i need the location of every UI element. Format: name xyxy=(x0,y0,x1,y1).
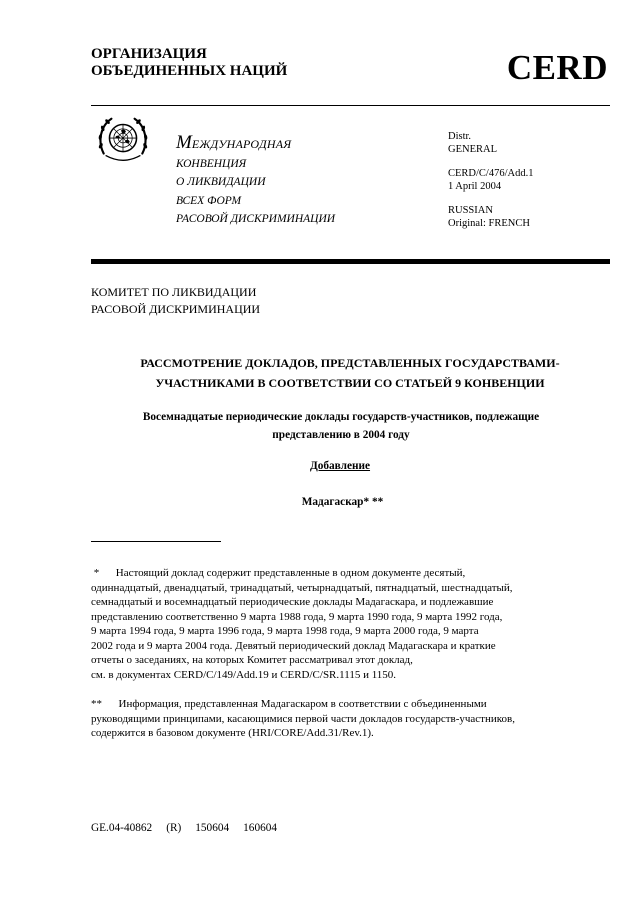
document-symbol: CERD/C/476/Add.1 xyxy=(448,168,534,179)
convention-title xyxy=(176,134,335,229)
committee-name xyxy=(91,284,260,318)
convention-line-5: РАСОВОЙ ДИСКРИМИНАЦИИ xyxy=(176,213,336,225)
un-emblem-icon xyxy=(94,111,152,169)
country-name: Мадагаскар* ** xyxy=(301,496,384,508)
original-language: Original: FRENCH xyxy=(448,217,530,229)
convention-line-2: КОНВЕНЦИЯ xyxy=(176,157,247,170)
footnote-line xyxy=(91,566,611,581)
footnote-2 xyxy=(91,697,611,741)
footnote-divider xyxy=(91,541,221,542)
footnote-line: см. в документах CERD/C/149/Add.19 и CERD/C/SR.1115 и 1150. xyxy=(91,668,397,681)
document-code: CERD xyxy=(506,48,608,87)
footnote-2-text: Информация, представленная Мадагаскаром в соответствии с объединенными xyxy=(118,698,487,710)
meta-spacer xyxy=(448,193,533,205)
document-language: RUSSIAN xyxy=(448,205,493,216)
org-line-1: ОРГАНИЗАЦИЯ xyxy=(91,46,207,62)
language-code: (R) xyxy=(166,822,182,834)
footnote-line: 9 марта 1994 года, 9 марта 1996 года, 9 марта 1998 года, 9 марта 2000 года, 9 марта xyxy=(91,625,479,637)
footnote-1-text: Настоящий доклад содержит представленные в одном документе десятый, xyxy=(115,567,466,579)
committee-line-2: РАСОВОЙ ДИСКРИМИНАЦИИ xyxy=(91,302,261,316)
footnote-line: одиннадцатый, двенадцатый, тринадцатый, четырнадцатый, пятнадцатый, шестнадцатый, xyxy=(91,581,513,594)
subtitle-line-1: Восемнадцатые периодические доклады государств-участников, подлежащие xyxy=(142,411,540,423)
convention-initial: М xyxy=(176,132,192,153)
footnote-line: семнадцатый и восемнадцатый периодические доклады Мадагаскара, и подлежавшие xyxy=(91,596,494,608)
footnote-1-marker: * xyxy=(93,567,100,579)
main-title xyxy=(60,353,640,393)
footnote-line: руководящими принципами, касающимися первой части докладов государств-участников, xyxy=(91,712,515,725)
organization-name xyxy=(91,46,287,80)
header-divider xyxy=(91,105,610,106)
addendum-heading xyxy=(0,460,640,472)
footnote-line: содержится в базовом документе (HRI/CORE/Add.31/Rev.1). xyxy=(91,727,374,739)
footer-date-2: 160604 xyxy=(243,822,278,834)
main-title-line-1: РАССМОТРЕНИЕ ДОКЛАДОВ, ПРЕДСТАВЛЕННЫХ ГОСУДАРСТВАМИ- xyxy=(140,356,560,370)
committee-line-1: КОМИТЕТ ПО ЛИКВИДАЦИИ xyxy=(91,285,257,299)
page-footer xyxy=(91,822,291,834)
distr-label: Distr. xyxy=(448,131,472,142)
subtitle xyxy=(91,408,591,444)
convention-line-3: О ЛИКВИДАЦИИ xyxy=(176,176,266,188)
footnote-line xyxy=(91,697,611,712)
footer-date-1: 150604 xyxy=(195,822,230,834)
main-title-line-2: УЧАСТНИКАМИ В СООТВЕТСТВИИ СО СТАТЬЕЙ 9 КОНВЕНЦИИ xyxy=(155,376,545,390)
footnote-line: отчеты о заседаниях, на которых Комитет рассматривал этот доклад, xyxy=(91,654,413,666)
job-number: GE.04-40862 xyxy=(91,822,153,834)
distr-value: GENERAL xyxy=(448,143,497,155)
convention-line-4: ВСЕХ ФОРМ xyxy=(176,194,242,207)
subtitle-line-2: представлению в 2004 году xyxy=(272,429,410,441)
footnote-1 xyxy=(91,566,611,682)
convention-line-1 xyxy=(176,134,335,155)
footnote-2-marker: ** xyxy=(91,698,102,710)
addendum-label: Добавление xyxy=(309,460,371,472)
meta-spacer xyxy=(448,156,533,168)
convention-line-1-rest: ЕЖДУНАРОДНАЯ xyxy=(191,137,292,151)
header-thick-divider xyxy=(91,259,610,264)
document-metadata xyxy=(448,131,533,230)
footnote-line: 2002 года и 9 марта 2004 года. Девятый периодический доклад Мадагаскара и краткие xyxy=(91,639,496,652)
document-date: 1 April 2004 xyxy=(448,180,502,192)
footnote-line: представлению соответственно 9 марта 1988 года, 9 марта 1990 года, 9 марта 1992 года, xyxy=(91,610,503,623)
org-line-2: ОБЪЕДИНЕННЫХ НАЦИЙ xyxy=(91,63,288,79)
